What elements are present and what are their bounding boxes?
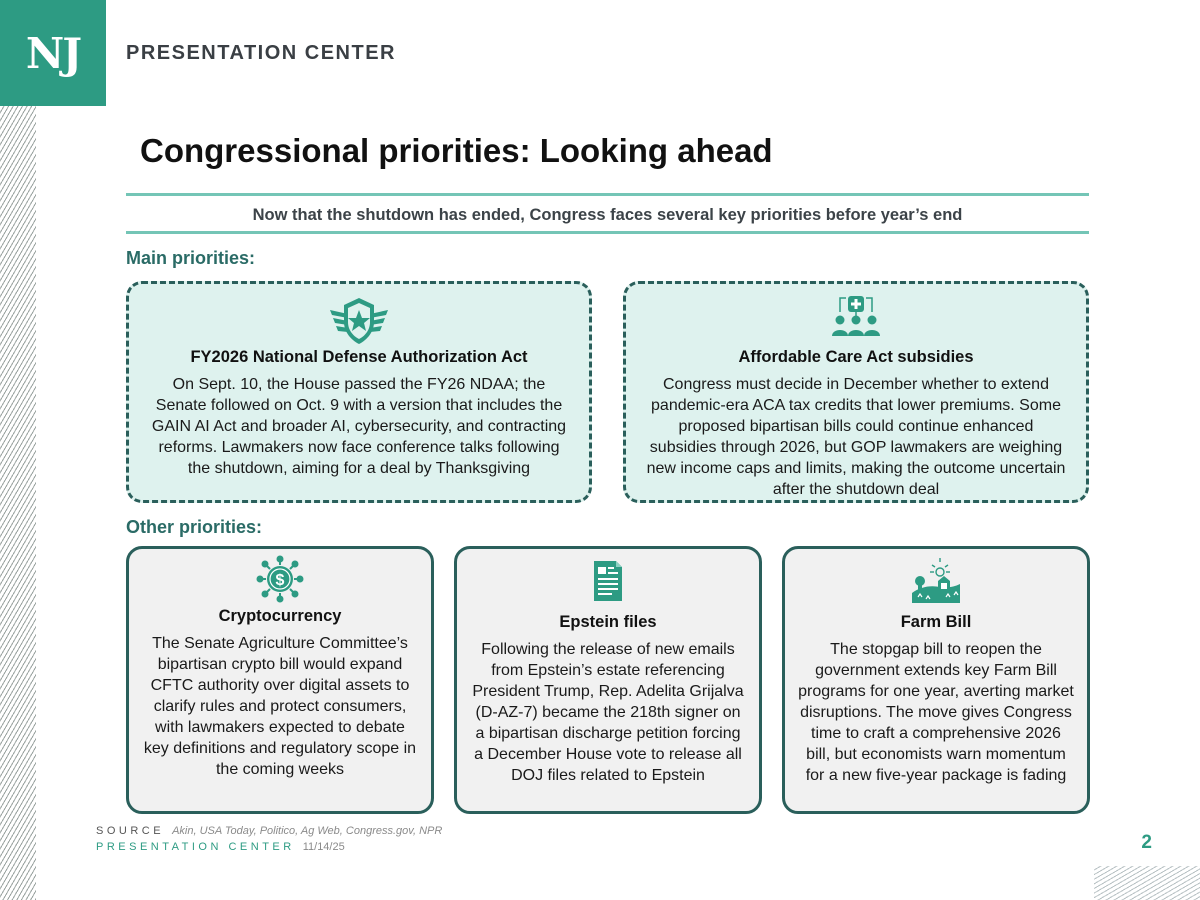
epstein-card (454, 546, 762, 814)
farm-bill-card-body: The stopgap bill to reopen the government extends key Farm Bill programs for one year, averting market disruptions. The move gives Congress time to craft a comprehensive 2026 bill, but economists warn momentum for a new five-year package is fading (798, 641, 1074, 784)
epstein-card-body: Following the release of new emails from Epstein’s estate referencing President Trump, Rep. Adelita Grijalva (D-AZ-7) became the 218th signer on a bipartisan discharge petition forcing a December House vote to release all DOJ files related to Epstein (472, 641, 744, 784)
other-priorities-label: Other priorities: (126, 517, 263, 537)
footer-center-label: PRESENTATION CENTER (96, 841, 295, 853)
farm-barn-icon (910, 557, 962, 607)
page-number: 2 (1141, 832, 1152, 853)
footer-date: 11/14/25 (302, 841, 345, 853)
crypto-card-body: The Senate Agriculture Committee’s bipartisan crypto bill would expand CFTC authority over digital assets to clarify rules and protect consumers, with lawmakers expected to debate key definitions and regulatory scope in the coming weeks (143, 635, 417, 778)
decorative-hatch-left (0, 106, 36, 900)
crypto-card-title: Cryptocurrency (218, 607, 342, 625)
document-icon (590, 557, 626, 605)
aca-card-title: Affordable Care Act subsidies (738, 348, 974, 366)
crypto-dollar-network-icon (256, 555, 304, 603)
footer-source-text: Akin, USA Today, Politico, Ag Web, Congress.gov, NPR (172, 825, 443, 837)
ndaa-card-title: FY2026 National Defense Authorization Act (190, 348, 528, 366)
epstein-card-title: Epstein files (559, 613, 657, 631)
svg-text:$: $ (275, 572, 285, 589)
logo-text: NJ (25, 28, 81, 78)
page-title: Congressional priorities: Looking ahead (140, 132, 773, 169)
farm-bill-card-title: Farm Bill (900, 613, 972, 631)
nj-logo (0, 0, 106, 106)
bottom-divider (126, 231, 1089, 234)
top-divider (126, 193, 1089, 196)
brand-name: PRESENTATION CENTER (126, 42, 396, 64)
aca-card-body: Congress must decide in December whether to extend pandemic-era ACA tax credits that lower premiums. Some proposed bipartisan bills could continue enhanced subsidies through 2026, but GOP lawmakers are weighing new income caps and limits, making the outcome uncertain after the shutdown deal (646, 376, 1066, 498)
healthcare-people-icon (826, 294, 886, 346)
footer-center (96, 841, 345, 853)
main-priorities-label: Main priorities: (126, 248, 256, 268)
farm-bill-card (782, 546, 1090, 814)
decorative-hatch-right (1094, 866, 1200, 900)
footer-source (96, 825, 442, 837)
ndaa-card-body: On Sept. 10, the House passed the FY26 NDAA; the Senate followed on Oct. 9 with a version that includes the GAIN AI Act and broader AI, cybersecurity, and contracting reforms. Lawmakers now face conference talks following the shutdown, aiming for a deal by Thanksgiving (151, 376, 567, 477)
crypto-card (126, 546, 434, 814)
page-subtitle: Now that the shutdown has ended, Congress faces several key priorities before year’s end (252, 206, 963, 224)
aca-card (623, 281, 1089, 503)
footer-source-label: SOURCE (96, 825, 165, 837)
ndaa-card (126, 281, 592, 503)
military-shield-star-icon (324, 296, 394, 348)
